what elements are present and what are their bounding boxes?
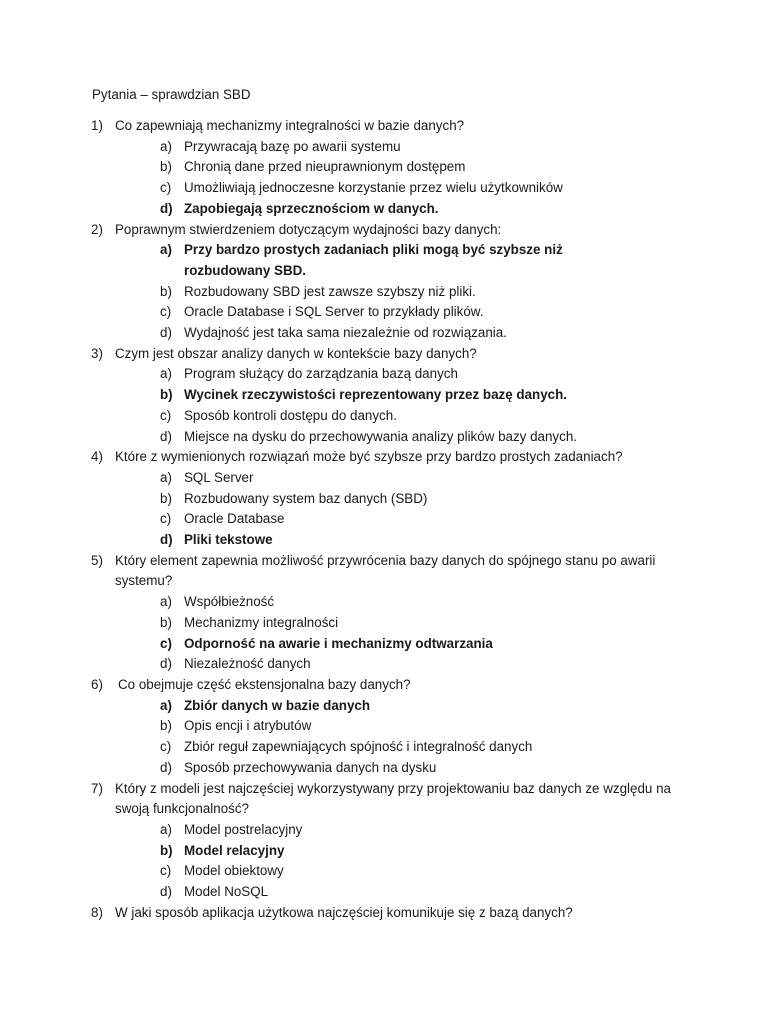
answer-option [0,406,768,427]
answer-letter: d) [160,325,172,341]
question-number: 1) [91,118,103,133]
answer-text: Odporność na awarie i mechanizmy odtwarzania [184,635,493,651]
answer-letter: c) [160,739,172,755]
question-text: Poprawnym stwierdzeniem dotyczącym wydajności bazy danych: [115,221,502,237]
answer-text: Program służący do zarządzania bazą danych [184,366,458,382]
answer-letter: a) [160,242,172,258]
answer-letter: c) [160,863,172,879]
answer-text: Opis encji i atrybutów [184,718,312,734]
answer-letter: c) [160,180,172,196]
answer-option [0,323,768,344]
answer-text: Model postrelacyjny [184,821,303,837]
answer-letter: c) [160,304,172,320]
answer-letter: d) [160,656,172,672]
answer-option [0,178,768,199]
question-number: 3) [91,345,103,361]
answer-text: Sposób przechowywania danych na dysku [184,759,437,775]
answer-text: Miejsce na dysku do przechowywania analizy plików bazy danych. [184,428,577,444]
question-line [0,551,768,592]
answer-text: Rozbudowany SBD jest zawsze szybszy niż pliki. [184,283,476,299]
answer-option [0,716,768,737]
question-item [0,220,768,344]
answer-letter: d) [160,428,172,444]
answer-letter: b) [160,283,172,299]
answer-option-correct [0,240,768,281]
question-item [0,675,768,779]
question-number: 6) [91,676,103,692]
question-text: Które z wymienionych rozwiązań może być szybsze przy bardzo prostych zadaniach? [115,449,623,465]
answer-option [0,489,768,510]
answer-letter: d) [160,884,172,900]
question-line [0,779,768,820]
question-line [0,675,768,696]
answer-option [0,509,768,530]
answer-letter: d) [160,200,173,216]
answer-letter: b) [160,718,172,734]
answer-text: Umożliwiają jednoczesne korzystanie przez wielu użytkowników [184,180,563,196]
answer-option-correct [0,530,768,551]
answer-text: Przy bardzo prostych zadaniach pliki mogą być szybsze niż rozbudowany SBD. [184,242,563,278]
answer-letter: b) [160,490,172,506]
answer-option [0,302,768,323]
answer-text: Zbiór danych w bazie danych [184,697,371,713]
answer-option [0,882,768,903]
answer-option-correct [0,199,768,220]
answer-text: Zapobiegają sprzecznościom w danych. [184,200,439,216]
answer-option [0,861,768,882]
answer-option-correct [0,385,768,406]
question-number: 8) [91,904,103,920]
question-item [0,551,768,675]
answer-option [0,758,768,779]
answer-option [0,427,768,448]
question-text: Co obejmuje część ekstensjonalna bazy danych? [118,676,411,692]
answer-text: Wycinek rzeczywistości reprezentowany przez bazę danych. [184,387,568,403]
answer-option [0,137,768,158]
question-item [0,903,768,924]
answer-option [0,364,768,385]
answer-text: Współbieżność [184,594,275,610]
answer-text: Rozbudowany system baz danych (SBD) [184,490,428,506]
answer-text: Pliki tekstowe [184,532,273,548]
question-line [0,344,768,365]
question-number: 7) [91,780,103,796]
answer-letter: b) [160,614,172,630]
answer-option [0,820,768,841]
answer-option-correct [0,634,768,655]
question-text: W jaki sposób aplikacja użytkowa najczęściej komunikuje się z bazą danych? [115,904,573,920]
question-item [0,779,768,903]
question-item [0,344,768,448]
answer-letter: d) [160,532,173,548]
answer-option-correct [0,841,768,862]
answer-text: Model NoSQL [184,884,269,900]
question-line [0,903,768,924]
question-number: 5) [91,552,103,568]
question-list [0,116,768,923]
answer-text: Niezależność danych [184,656,311,672]
document-title: Pytania – sprawdzian SBD [92,87,251,102]
question-item [0,116,768,220]
question-number: 2) [91,221,103,237]
answer-text: Model relacyjny [184,842,285,858]
answer-letter: a) [160,366,172,382]
answer-letter: b) [160,387,173,403]
answer-text: Oracle Database i SQL Server to przykłady plików. [184,304,484,320]
question-text: Który z modeli jest najczęściej wykorzystywany przy projektowaniu baz danych ze względu na swoją funkcjonalność? [115,780,671,817]
answer-option [0,282,768,303]
question-line [0,116,768,137]
answer-letter: a) [160,138,172,154]
answer-letter: c) [160,511,172,527]
answer-letter: b) [160,842,173,858]
answer-text: SQL Server [184,469,254,485]
answer-letter: c) [160,407,172,423]
answer-text: Model obiektowy [184,863,284,879]
answer-letter: a) [160,697,172,713]
question-line [0,447,768,468]
answer-letter: a) [160,821,172,837]
answer-option [0,737,768,758]
answer-option-correct [0,696,768,717]
question-text: Który element zapewnia możliwość przywrócenia bazy danych do spójnego stanu po awarii systemu? [115,552,656,589]
answer-text: Przywracają bazę po awarii systemu [184,138,401,154]
question-number: 4) [91,449,103,465]
answer-option [0,654,768,675]
question-line [0,220,768,241]
answer-option [0,613,768,634]
answer-letter: b) [160,159,172,175]
answer-letter: a) [160,594,172,610]
answer-text: Mechanizmy integralności [184,614,339,630]
answer-text: Wydajność jest taka sama niezależnie od rozwiązania. [184,325,507,341]
answer-text: Oracle Database [184,511,285,527]
answer-text: Sposób kontroli dostępu do danych. [184,407,397,423]
answer-letter: d) [160,759,172,775]
question-item [0,447,768,551]
answer-letter: c) [160,635,172,651]
answer-option [0,592,768,613]
question-text: Czym jest obszar analizy danych w kontekście bazy danych? [115,345,477,361]
answer-letter: a) [160,469,172,485]
answer-text: Zbiór reguł zapewniających spójność i integralność danych [184,739,533,755]
question-text: Co zapewniają mechanizmy integralności w bazie danych? [115,118,465,133]
answer-option [0,157,768,178]
answer-option [0,468,768,489]
answer-text: Chronią dane przed nieuprawnionym dostępem [184,159,466,175]
